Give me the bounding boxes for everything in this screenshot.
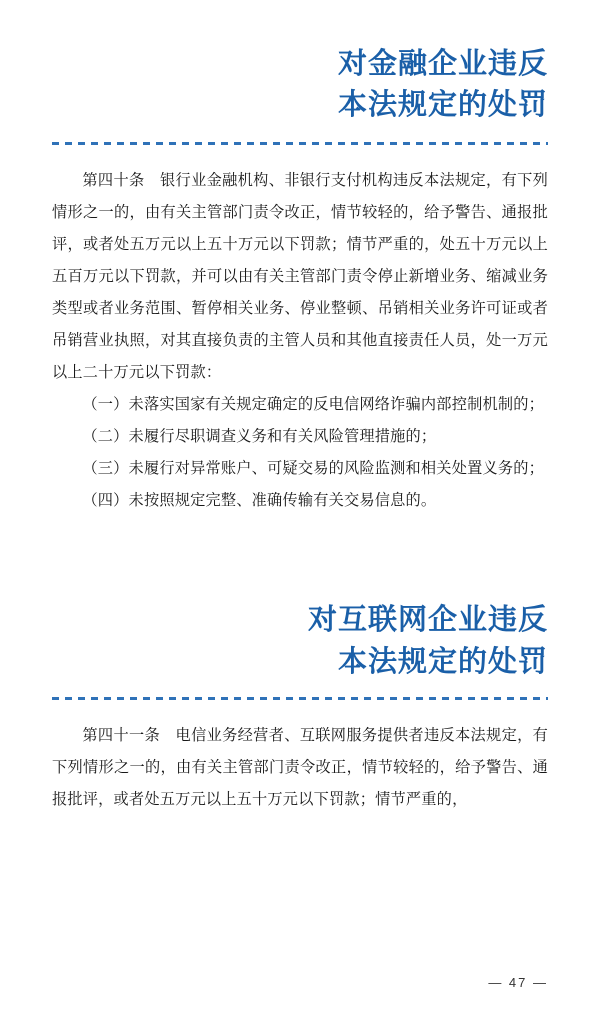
top-spacer (0, 0, 600, 44)
section-body (52, 165, 548, 516)
paragraph: （二）未履行尽职调查义务和有关风险管理措施的； (82, 427, 437, 445)
section-title-line-2: 本法规定的处罚 (337, 645, 548, 678)
section-spacer (0, 516, 600, 600)
paragraph: 第四十条 银行业金融机构、非银行支付机构违反本法规定，有下列情形之一的，由有关主管部门责令改正，情节较轻的，给予警告、通报批评，或者处五万元以上五十万元以下罚款；情节严重的，处五十万元以上五百万元以下罚款，并可以由有关主管部门责令停止新增业务、缩减业务类型或者业务范围、暂停相关业务、停业整顿、吊销相关业务许可证或者吊销营业执照，对其直接负责的主管人员和其他直接责任人员，处一万元以上二十万元以下罚款： (52, 172, 548, 381)
section-internet-penalties (0, 600, 600, 815)
paragraph: （三）未履行对异常账户、可疑交易的风险监测和相关处置义务的； (82, 459, 545, 477)
section-title (52, 44, 548, 126)
section-body (52, 720, 548, 816)
section-title-line-1: 对互联网企业违反 (307, 604, 548, 637)
section-divider (52, 697, 548, 700)
section-title-line-1: 对金融企业违反 (337, 48, 548, 80)
section-financial-penalties (0, 44, 600, 516)
paragraph: （一）未落实国家有关规定确定的反电信网络诈骗内部控制机制的； (82, 395, 545, 413)
section-title-line-2: 本法规定的处罚 (337, 89, 548, 122)
page-number: — 47 — (488, 975, 548, 990)
paragraph: （四）未按照规定完整、准确传输有关交易信息的。 (82, 491, 437, 509)
section-title (52, 600, 548, 682)
paragraph: 第四十一条 电信业务经营者、互联网服务提供者违反本法规定，有下列情形之一的，由有关主管部门责令改正，情节较轻的，给予警告、通报批评，或者处五万元以上五十万元以下罚款；情节严重的， (52, 726, 548, 808)
section-divider (52, 142, 548, 145)
